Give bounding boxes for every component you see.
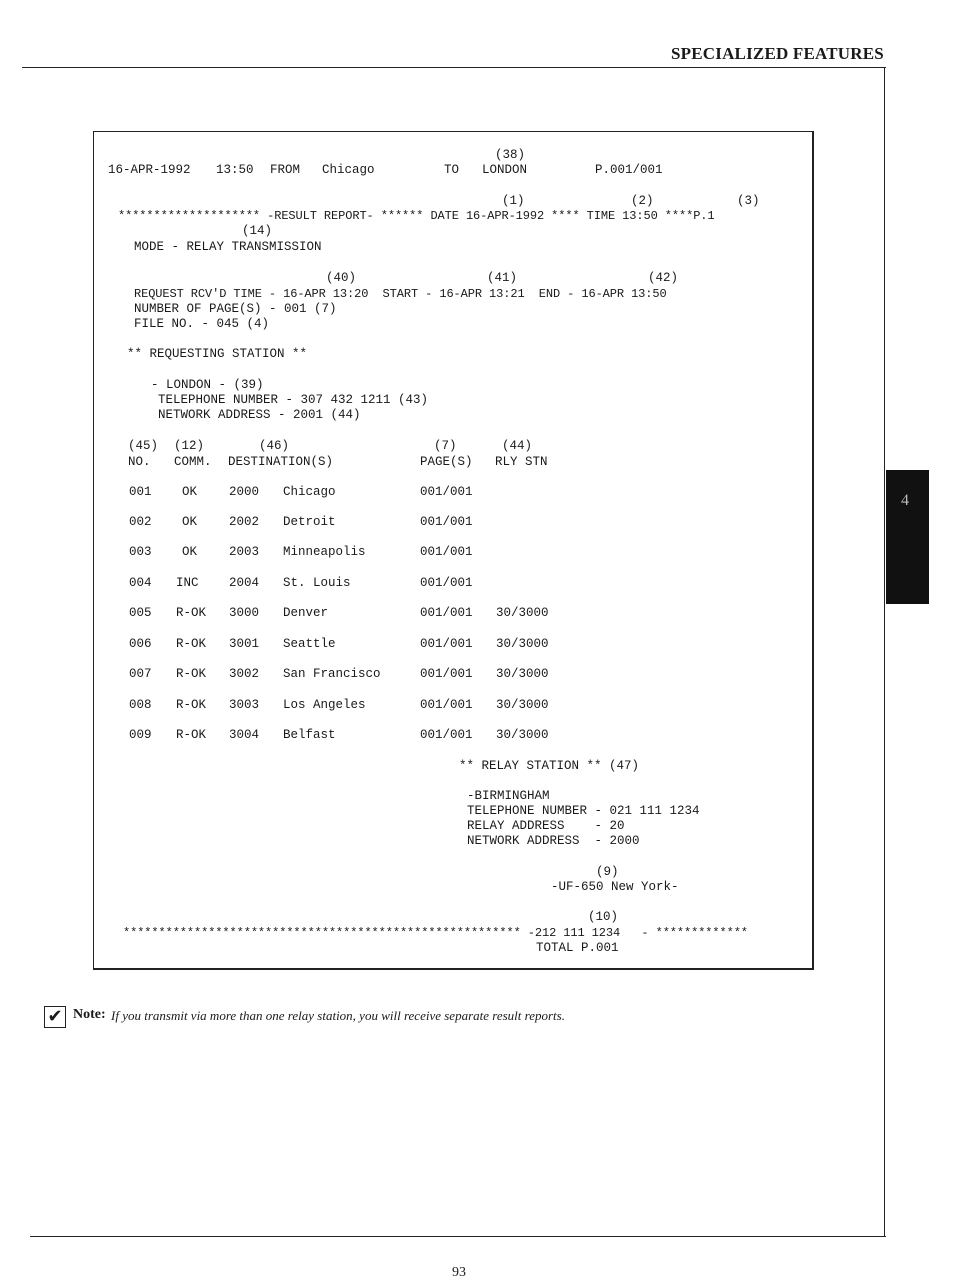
ref-40: (40): [326, 271, 357, 285]
chapter-tab-number: 4: [901, 492, 909, 509]
row-code: 2003: [229, 545, 260, 559]
relay-station-network-address: NETWORK ADDRESS - 2000: [467, 834, 640, 848]
row-destination: Los Angeles: [283, 698, 366, 712]
chapter-tab: [886, 470, 929, 604]
col-ref-rly: (44): [502, 439, 533, 453]
mode-line: MODE - RELAY TRANSMISSION: [134, 240, 322, 254]
row-no: 008: [129, 698, 152, 712]
row-destination: San Francisco: [283, 667, 381, 681]
col-header-comm: COMM.: [174, 455, 212, 469]
ref-10: (10): [588, 910, 619, 924]
report-time: 13:50: [216, 163, 254, 177]
row-pages: 001/001: [420, 485, 473, 499]
page-number: 93: [452, 1265, 466, 1280]
col-header-pages: PAGE(S): [420, 455, 473, 469]
ref-3: (3): [737, 194, 760, 208]
page-header-title: SPECIALIZED FEATURES: [671, 44, 884, 63]
row-code: 3001: [229, 637, 260, 651]
row-comm: OK: [182, 515, 198, 529]
row-destination: St. Louis: [283, 576, 351, 590]
requesting-station-telephone: TELEPHONE NUMBER - 307 432 1211 (43): [158, 393, 429, 407]
row-destination: Chicago: [283, 485, 336, 499]
row-no: 009: [129, 728, 152, 742]
row-code: 3002: [229, 667, 260, 681]
row-code: 3003: [229, 698, 260, 712]
row-comm: INC: [176, 576, 199, 590]
bottom-rule: [30, 1236, 886, 1237]
checkmark-icon: ✔: [44, 1006, 66, 1028]
ref-42: (42): [648, 271, 679, 285]
row-code: 2000: [229, 485, 260, 499]
report-date: 16-APR-1992: [108, 163, 191, 177]
relay-station-name: -BIRMINGHAM: [467, 789, 550, 803]
col-ref-no: (45): [128, 439, 159, 453]
row-code: 3000: [229, 606, 260, 620]
to-value: LONDON: [482, 163, 528, 177]
total-pages: TOTAL P.001: [536, 941, 619, 955]
row-comm: OK: [182, 485, 198, 499]
requesting-station-network: NETWORK ADDRESS - 2001 (44): [158, 408, 361, 422]
col-header-destination: DESTINATION(S): [228, 455, 334, 469]
col-ref-destination: (46): [259, 439, 290, 453]
row-comm: OK: [182, 545, 198, 559]
row-no: 002: [129, 515, 152, 529]
ref-9: (9): [596, 865, 619, 879]
requesting-station-name: - LONDON - (39): [151, 378, 264, 392]
relay-station-telephone: TELEPHONE NUMBER - 021 111 1234: [467, 804, 700, 818]
number-of-pages-line: NUMBER OF PAGE(S) - 001 (7): [134, 302, 337, 316]
ref-38: (38): [495, 148, 526, 162]
row-pages: 001/001: [420, 545, 473, 559]
relay-station-relay-address: RELAY ADDRESS - 20: [467, 819, 625, 833]
from-value: Chicago: [322, 163, 375, 177]
row-destination: Belfast: [283, 728, 336, 742]
from-label: FROM: [270, 163, 301, 177]
result-report-line: ******************** -RESULT REPORT- ****** DATE 16-APR-1992 **** TIME 13:50 ****P.1: [118, 209, 715, 223]
row-comm: R-OK: [176, 667, 207, 681]
col-header-rly-stn: RLY STN: [495, 455, 548, 469]
row-no: 001: [129, 485, 152, 499]
row-rly-stn: 30/3000: [496, 667, 549, 681]
row-no: 006: [129, 637, 152, 651]
row-no: 004: [129, 576, 152, 590]
row-pages: 001/001: [420, 606, 473, 620]
row-pages: 001/001: [420, 515, 473, 529]
col-ref-pages: (7): [434, 439, 457, 453]
row-pages: 001/001: [420, 667, 473, 681]
row-no: 007: [129, 667, 152, 681]
ref-2: (2): [631, 194, 654, 208]
file-number-line: FILE NO. - 045 (4): [134, 317, 270, 331]
row-rly-stn: 30/3000: [496, 728, 549, 742]
report-footer-line: ******************************************************** -212 111 1234 - *************: [123, 926, 748, 940]
row-code: 2002: [229, 515, 260, 529]
row-destination: Seattle: [283, 637, 336, 651]
row-destination: Denver: [283, 606, 329, 620]
ref-14: (14): [242, 224, 273, 238]
row-comm: R-OK: [176, 637, 207, 651]
ref-1: (1): [502, 194, 525, 208]
right-rule: [884, 67, 885, 1237]
row-code: 3004: [229, 728, 260, 742]
row-comm: R-OK: [176, 698, 207, 712]
col-header-no: NO.: [128, 455, 151, 469]
row-rly-stn: 30/3000: [496, 606, 549, 620]
row-pages: 001/001: [420, 637, 473, 651]
row-rly-stn: 30/3000: [496, 698, 549, 712]
request-time-line: REQUEST RCV'D TIME - 16-APR 13:20 START - 16-APR 13:21 END - 16-APR 13:50: [134, 287, 667, 301]
col-ref-comm: (12): [174, 439, 205, 453]
row-destination: Detroit: [283, 515, 336, 529]
to-label: TO: [444, 163, 460, 177]
relay-station-heading: ** RELAY STATION ** (47): [459, 759, 640, 773]
row-destination: Minneapolis: [283, 545, 366, 559]
note-label: Note:: [73, 1007, 106, 1022]
row-code: 2004: [229, 576, 260, 590]
note-text: If you transmit via more than one relay station, you will receive separate result reports.: [111, 1008, 565, 1023]
top-rule: [22, 67, 886, 68]
row-no: 003: [129, 545, 152, 559]
machine-id: -UF-650 New York-: [551, 880, 679, 894]
row-no: 005: [129, 606, 152, 620]
row-pages: 001/001: [420, 698, 473, 712]
requesting-station-heading: ** REQUESTING STATION **: [127, 347, 308, 361]
row-comm: R-OK: [176, 728, 207, 742]
page-ref: P.001/001: [595, 163, 663, 177]
row-pages: 001/001: [420, 728, 473, 742]
row-rly-stn: 30/3000: [496, 637, 549, 651]
ref-41: (41): [487, 271, 518, 285]
row-comm: R-OK: [176, 606, 207, 620]
row-pages: 001/001: [420, 576, 473, 590]
